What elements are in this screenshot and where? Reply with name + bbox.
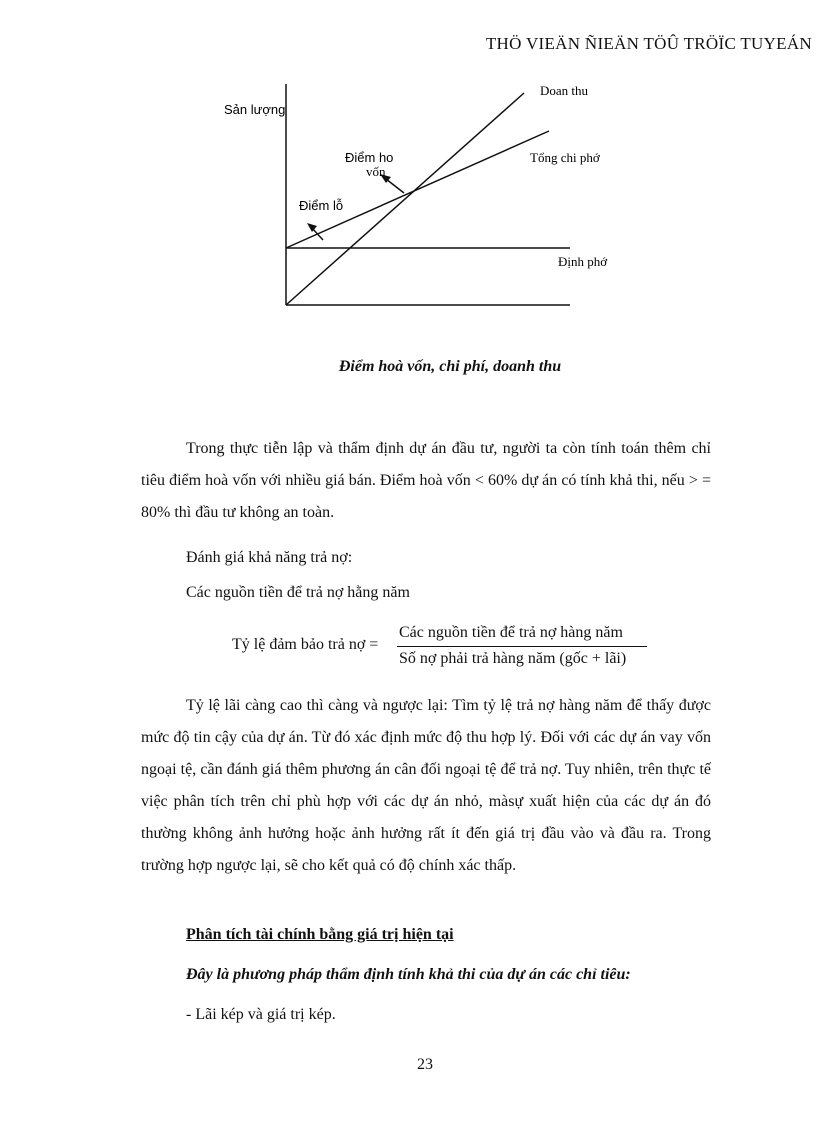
section-subheading: Đây là phương pháp thẩm định tính khả thi của dự án các chỉ tiêu:: [186, 966, 631, 983]
list-item: - Lãi kép và giá trị kép.: [186, 1006, 336, 1023]
total-cost-label: Tổng chi phớ: [530, 150, 600, 165]
fixed-cost-label: Định phớ: [558, 254, 608, 269]
breakeven-arrow: [386, 179, 404, 193]
revenue-label: Doan thu: [540, 83, 589, 98]
fraction-bar: [397, 646, 647, 647]
line-funding-sources: Các nguồn tiền để trả nợ hằng năm: [186, 584, 410, 601]
figure-caption: Điểm hoà vốn, chi phí, doanh thu: [338, 358, 562, 375]
section-heading: Phân tích tài chính bằng giá trị hiện tại: [186, 926, 454, 943]
loss-arrowhead: [307, 223, 317, 232]
loss-label: Điểm lỗ: [299, 198, 344, 213]
page-number: 23: [417, 1056, 433, 1073]
total-cost-line: [286, 131, 549, 248]
page-header: THÖ VIEÄN ÑIEÄN TÖÛ TRÖÏC TUYEÁN: [485, 34, 812, 53]
breakeven-diagram: [0, 0, 816, 320]
formula-numerator: Các nguồn tiền để trả nợ hàng năm: [399, 624, 623, 641]
breakeven-label-cut: vốn: [366, 164, 386, 179]
paragraph-breakeven: Trong thực tiễn lập và thẩm định dự án đầu tư, người ta còn tính toán thêm chỉ tiêu điểm hoà vốn với nhiều giá bán. Điểm hoà vốn < 60% dự án có tính khả thi, nếu > = 80% thì đầu tư không an toàn.: [141, 440, 711, 521]
formula-denominator: Số nợ phải trả hàng năm (gốc + lãi): [399, 650, 627, 667]
paragraph-debt-ratio: Tỷ lệ lãi càng cao thì càng và ngược lại: Tìm tỷ lệ trả nợ hàng năm để thấy được mức độ tin cậy của dự án. Từ đó xác định mức độ thu hợp lý. Đối với các dự án vay vốn ngoại tệ, cần đánh giá thêm phương án cân đối ngoại tệ để trả nợ. Tuy nhiên, trên thực tế việc phân tích trên chỉ phù hợp với các dự án nhỏ, màsự xuất hiện của các dự án đó thường không ảnh hưởng hoặc ảnh hưởng rất ít đến giá trị đầu vào và đầu ra. Trong trường hợp ngược lại, sẽ cho kết quả có độ chính xác thấp.: [141, 697, 711, 874]
breakeven-label: Điểm ho: [345, 150, 394, 165]
formula-label: Tỷ lệ đảm bảo trả nợ =: [232, 636, 379, 653]
y-axis-label: Sản lượng: [224, 102, 286, 117]
line-debt-assessment: Đánh giá khả năng trả nợ:: [186, 549, 353, 566]
